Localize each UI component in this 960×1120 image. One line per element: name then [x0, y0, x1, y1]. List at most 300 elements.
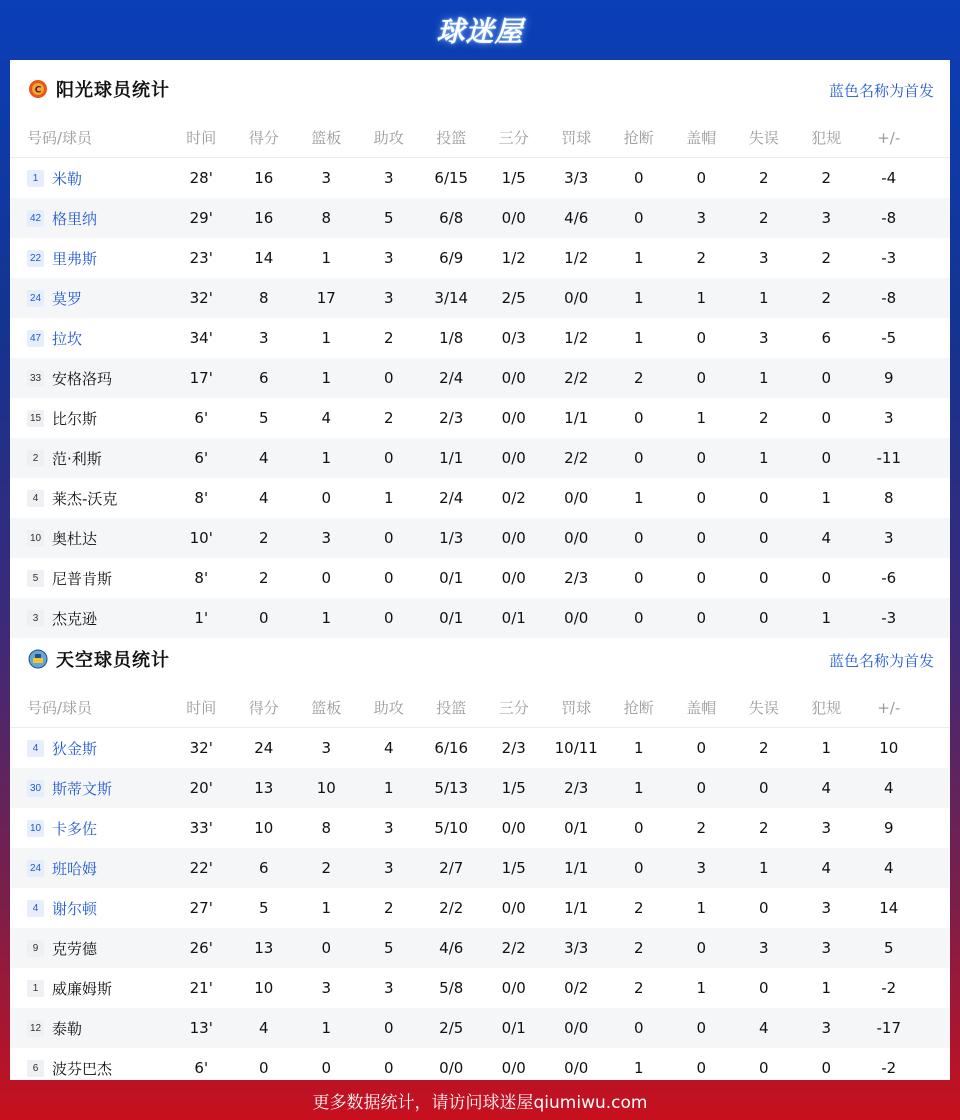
- stat-cell: 3: [383, 979, 394, 997]
- stat-cell: 2: [633, 899, 644, 917]
- stat-cell: 1: [821, 739, 832, 757]
- stat-cell: 27': [189, 899, 213, 917]
- sky-logo-icon: [28, 649, 48, 669]
- stat-cell: 0: [696, 169, 707, 187]
- stat-cell: 1/5: [501, 779, 526, 797]
- jersey-number: 4: [27, 740, 44, 757]
- stat-cell: 1: [821, 979, 832, 997]
- stat-cell: -6: [881, 569, 897, 587]
- column-header: 助攻: [373, 129, 404, 147]
- player-row[interactable]: [10, 398, 950, 438]
- player-name[interactable]: 里弗斯: [52, 249, 98, 268]
- stat-cell: 1: [383, 779, 394, 797]
- stat-cell: 3: [258, 329, 269, 347]
- player-cell: [10, 778, 170, 799]
- stat-cell: 0: [633, 859, 644, 877]
- player-row[interactable]: [10, 1008, 950, 1048]
- stat-cell: 3: [321, 169, 332, 187]
- stat-cell: 4: [883, 779, 894, 797]
- stat-cell: 0: [633, 529, 644, 547]
- stat-cell: 1: [758, 289, 769, 307]
- jersey-number: 24: [27, 860, 44, 877]
- stat-cell: 3: [821, 209, 832, 227]
- player-name[interactable]: 范·利斯: [52, 449, 102, 468]
- column-header: 盖帽: [686, 129, 717, 147]
- stat-cell: 0: [633, 409, 644, 427]
- stat-cell: 21': [189, 979, 213, 997]
- column-header-row: [10, 688, 950, 728]
- player-name[interactable]: 谢尔顿: [52, 899, 98, 918]
- stat-cell: 17: [316, 289, 336, 307]
- stat-cell: 1/1: [564, 859, 589, 877]
- stat-cell: 10: [879, 739, 899, 757]
- stat-cell: 0: [696, 609, 707, 627]
- player-name[interactable]: 安格洛玛: [52, 369, 113, 388]
- app-header: [0, 0, 960, 60]
- stat-cell: 0: [696, 369, 707, 387]
- stat-cell: 3: [883, 409, 894, 427]
- stat-cell: 8': [194, 569, 209, 587]
- stat-cell: 0/0: [564, 289, 589, 307]
- jersey-number: 4: [27, 900, 44, 917]
- stat-cell: 1: [321, 449, 332, 467]
- stat-cell: 0: [821, 1059, 832, 1077]
- player-row[interactable]: [10, 768, 950, 808]
- player-cell: [10, 528, 170, 549]
- stat-cell: 0: [758, 569, 769, 587]
- stat-cell: 8: [321, 819, 332, 837]
- stat-cell: 9: [883, 369, 894, 387]
- column-header: 罚球: [561, 129, 592, 147]
- section-header: [10, 60, 950, 118]
- player-row[interactable]: [10, 198, 950, 238]
- stat-cell: 0: [383, 529, 394, 547]
- stat-cell: 6': [194, 449, 209, 467]
- stat-cell: 3: [758, 249, 769, 267]
- stat-cell: 4: [821, 859, 832, 877]
- stat-cell: 1: [633, 739, 644, 757]
- player-cell: [10, 168, 170, 189]
- stat-cell: 1/5: [501, 169, 526, 187]
- stat-cell: 0/0: [564, 529, 589, 547]
- stat-cell: 0: [633, 569, 644, 587]
- stat-cell: 1: [633, 1059, 644, 1077]
- player-row[interactable]: [10, 278, 950, 318]
- stat-cell: 1/3: [439, 529, 464, 547]
- column-header: 失误: [748, 699, 779, 717]
- player-row[interactable]: [10, 518, 950, 558]
- stat-cell: 4: [821, 529, 832, 547]
- player-row[interactable]: [10, 358, 950, 398]
- stat-cell: 4: [383, 739, 394, 757]
- player-row[interactable]: [10, 888, 950, 928]
- jersey-number: 12: [27, 1020, 44, 1037]
- stat-cell: 3: [383, 819, 394, 837]
- stat-cell: 8: [321, 209, 332, 227]
- player-name[interactable]: 奥杜达: [52, 529, 98, 548]
- stat-cell: 16: [254, 209, 274, 227]
- column-header: 犯规: [811, 699, 842, 717]
- stat-cell: 2: [758, 169, 769, 187]
- stat-cell: 2: [758, 409, 769, 427]
- stat-cell: 1/2: [564, 329, 589, 347]
- stat-cell: 0/0: [501, 449, 526, 467]
- player-name[interactable]: 班哈姆: [52, 859, 98, 878]
- stat-cell: 5: [383, 939, 394, 957]
- stat-cell: 33': [189, 819, 213, 837]
- stat-cell: 0: [321, 569, 332, 587]
- jersey-number: 1: [27, 980, 44, 997]
- stat-cell: 1: [321, 1019, 332, 1037]
- stat-cell: 6/8: [439, 209, 464, 227]
- stat-cell: 1: [633, 779, 644, 797]
- stat-cell: 3: [758, 939, 769, 957]
- jersey-number: 33: [27, 370, 44, 387]
- stat-cell: 26': [189, 939, 213, 957]
- stat-cell: 3: [383, 169, 394, 187]
- starter-note: 蓝色名称为首发: [828, 82, 934, 100]
- stat-cell: 13': [189, 1019, 213, 1037]
- column-header: 篮板: [311, 699, 342, 717]
- player-cell: [10, 248, 170, 269]
- section-title: 天空球员统计: [56, 650, 170, 671]
- column-header: +/-: [877, 128, 901, 147]
- player-name[interactable]: 莫罗: [52, 289, 83, 308]
- stat-cell: 0: [633, 449, 644, 467]
- column-header: 犯规: [811, 129, 842, 147]
- stat-cell: 0: [633, 609, 644, 627]
- stat-cell: 5: [883, 939, 894, 957]
- stat-cell: 0: [633, 209, 644, 227]
- stat-cell: 2/3: [564, 779, 589, 797]
- player-row[interactable]: [10, 848, 950, 888]
- stat-cell: 0/0: [564, 489, 589, 507]
- stat-cell: 0/0: [564, 1019, 589, 1037]
- stat-cell: 2: [633, 939, 644, 957]
- stat-cell: -8: [881, 209, 897, 227]
- stat-cell: 1: [696, 289, 707, 307]
- stat-cell: 1: [821, 609, 832, 627]
- player-cell: [10, 408, 170, 429]
- column-header: 时间: [186, 699, 217, 717]
- section-title: 阳光球员统计: [56, 80, 170, 101]
- stat-cell: 2: [633, 369, 644, 387]
- stat-cell: 0: [821, 569, 832, 587]
- stat-cell: 3/14: [434, 289, 469, 307]
- player-cell: [10, 818, 170, 839]
- player-row[interactable]: [10, 238, 950, 278]
- stat-cell: 6: [821, 329, 832, 347]
- stat-cell: 2: [383, 329, 394, 347]
- stat-cell: 3: [821, 819, 832, 837]
- stat-cell: 0/0: [439, 1059, 464, 1077]
- column-header: 失误: [748, 129, 779, 147]
- stat-cell: 0/0: [501, 209, 526, 227]
- stat-cell: 1/2: [564, 249, 589, 267]
- stat-cell: 2/3: [564, 569, 589, 587]
- stat-cell: 6': [194, 1059, 209, 1077]
- stat-cell: 0: [383, 1059, 394, 1077]
- player-name[interactable]: 比尔斯: [52, 409, 98, 428]
- player-name[interactable]: 拉坎: [52, 329, 83, 348]
- jersey-number: 2: [27, 450, 44, 467]
- stat-cell: 0/0: [564, 609, 589, 627]
- stat-cell: 8: [883, 489, 894, 507]
- jersey-number: 6: [27, 1060, 44, 1077]
- stat-cell: 5: [258, 899, 269, 917]
- stat-cell: 0: [758, 489, 769, 507]
- stat-cell: 0: [383, 369, 394, 387]
- player-row[interactable]: [10, 318, 950, 358]
- column-header: 得分: [248, 129, 279, 147]
- player-name[interactable]: 狄金斯: [52, 739, 98, 758]
- player-name[interactable]: 斯蒂文斯: [52, 779, 113, 798]
- player-name[interactable]: 克劳德: [52, 939, 98, 958]
- stat-cell: 2/2: [501, 939, 526, 957]
- jersey-number: 15: [27, 410, 44, 427]
- column-header: 抢断: [623, 129, 654, 147]
- jersey-number: 24: [27, 290, 44, 307]
- stat-cell: -8: [881, 289, 897, 307]
- player-name[interactable]: 格里纳: [52, 209, 98, 228]
- stat-cell: 0: [696, 939, 707, 957]
- player-name[interactable]: 杰克逊: [52, 609, 98, 628]
- stat-cell: 2: [821, 249, 832, 267]
- player-cell: [10, 368, 170, 389]
- stat-cell: 17': [189, 369, 213, 387]
- stat-cell: 0: [696, 529, 707, 547]
- stat-cell: 0: [321, 939, 332, 957]
- stat-cell: 3: [821, 1019, 832, 1037]
- player-row[interactable]: [10, 158, 950, 198]
- stat-cell: 0: [258, 1059, 269, 1077]
- stat-cell: 2: [258, 569, 269, 587]
- stat-cell: 0/0: [564, 1059, 589, 1077]
- stat-cell: 1: [321, 249, 332, 267]
- column-header: 抢断: [623, 699, 654, 717]
- team-section-sky: [10, 630, 950, 1088]
- stat-cell: 10/11: [554, 739, 598, 757]
- stat-cell: 5/13: [434, 779, 469, 797]
- player-row[interactable]: [10, 558, 950, 598]
- stat-cell: -17: [876, 1019, 901, 1037]
- stat-cell: 2: [383, 409, 394, 427]
- stat-cell: 23': [189, 249, 213, 267]
- stat-cell: 6/16: [434, 739, 469, 757]
- stat-cell: 0/1: [439, 609, 464, 627]
- player-name[interactable]: 泰勒: [52, 1019, 83, 1038]
- stat-cell: 5/10: [434, 819, 469, 837]
- stat-cell: 2: [821, 289, 832, 307]
- column-header: 助攻: [373, 699, 404, 717]
- stat-cell: 0: [696, 329, 707, 347]
- svg-text:C: C: [34, 85, 42, 96]
- stat-cell: 3: [696, 209, 707, 227]
- stat-cell: 10: [254, 819, 274, 837]
- stat-cell: 32': [189, 289, 213, 307]
- stat-cell: 0: [321, 489, 332, 507]
- stat-cell: 32': [189, 739, 213, 757]
- stat-cell: 0: [758, 899, 769, 917]
- stat-cell: 0: [321, 1059, 332, 1077]
- column-header: 号码/球员: [27, 699, 93, 717]
- stat-cell: 2/4: [439, 369, 464, 387]
- column-header: 投篮: [436, 699, 467, 717]
- stat-cell: 0/0: [501, 979, 526, 997]
- stat-cell: 0: [696, 489, 707, 507]
- stat-cell: 1: [321, 369, 332, 387]
- column-header: 号码/球员: [27, 129, 93, 147]
- stat-cell: 3: [383, 249, 394, 267]
- stat-cell: 1: [821, 489, 832, 507]
- player-row[interactable]: [10, 728, 950, 768]
- jersey-number: 9: [27, 940, 44, 957]
- player-name[interactable]: 波芬巴杰: [52, 1059, 113, 1078]
- stat-cell: 14: [254, 249, 274, 267]
- stat-cell: 1: [696, 409, 707, 427]
- player-row[interactable]: [10, 478, 950, 518]
- stat-cell: 2/3: [439, 409, 464, 427]
- stat-cell: 0/1: [439, 569, 464, 587]
- jersey-number: 1: [27, 170, 44, 187]
- stat-cell: 3: [883, 529, 894, 547]
- player-cell: [10, 328, 170, 349]
- stat-cell: 2/2: [564, 369, 589, 387]
- stat-cell: 2: [696, 249, 707, 267]
- stat-cell: 8': [194, 489, 209, 507]
- stat-cell: 1: [633, 489, 644, 507]
- stat-cell: 1/8: [439, 329, 464, 347]
- sun-logo-icon: [28, 79, 48, 99]
- stat-cell: 1/5: [501, 859, 526, 877]
- stat-cell: 1: [633, 289, 644, 307]
- stat-cell: -2: [881, 1059, 897, 1077]
- player-cell: [10, 858, 170, 879]
- stat-cell: 4/6: [439, 939, 464, 957]
- player-name[interactable]: 卡多佐: [52, 819, 98, 838]
- jersey-number: 5: [27, 570, 44, 587]
- stat-cell: 8: [258, 289, 269, 307]
- stat-cell: 0: [696, 739, 707, 757]
- stat-cell: 1: [633, 329, 644, 347]
- stat-cell: 13: [254, 779, 274, 797]
- player-cell: [10, 738, 170, 759]
- stat-cell: -5: [881, 329, 897, 347]
- player-cell: [10, 488, 170, 509]
- stats-card: [10, 60, 950, 1080]
- column-header: 投篮: [436, 129, 467, 147]
- stat-cell: 6/9: [439, 249, 464, 267]
- stat-cell: 5: [258, 409, 269, 427]
- stat-cell: 0/0: [501, 569, 526, 587]
- stat-cell: 2: [758, 739, 769, 757]
- stat-cell: 28': [189, 169, 213, 187]
- brand-logo: 球迷屋: [436, 15, 524, 48]
- stat-cell: 4: [258, 489, 269, 507]
- stat-cell: 0/0: [501, 529, 526, 547]
- player-name[interactable]: 米勒: [52, 169, 83, 188]
- stat-cell: 2/2: [439, 899, 464, 917]
- stat-cell: 0: [696, 569, 707, 587]
- stat-cell: 9: [883, 819, 894, 837]
- stat-cell: 0: [758, 779, 769, 797]
- player-row[interactable]: [10, 808, 950, 848]
- player-row[interactable]: [10, 968, 950, 1008]
- stat-cell: 0: [821, 449, 832, 467]
- stat-cell: 6/15: [434, 169, 469, 187]
- stat-cell: 3: [696, 859, 707, 877]
- stat-cell: 1: [321, 329, 332, 347]
- starter-note: 蓝色名称为首发: [828, 652, 934, 670]
- stat-cell: 0: [633, 169, 644, 187]
- stat-cell: 3: [758, 329, 769, 347]
- stat-cell: 1: [321, 609, 332, 627]
- stat-cell: 3/3: [564, 169, 589, 187]
- stat-cell: 6': [194, 409, 209, 427]
- stat-cell: 0: [696, 779, 707, 797]
- stat-cell: 3: [321, 739, 332, 757]
- stat-cell: 0/0: [501, 819, 526, 837]
- stat-cell: 1: [758, 369, 769, 387]
- stat-cell: 0: [383, 609, 394, 627]
- section-header: [10, 630, 950, 688]
- stat-cell: 2/5: [501, 289, 526, 307]
- stat-cell: 1: [758, 449, 769, 467]
- stat-cell: 16: [254, 169, 274, 187]
- player-name[interactable]: 莱杰-沃克: [52, 489, 118, 508]
- stat-cell: 1/1: [439, 449, 464, 467]
- stat-cell: 20': [189, 779, 213, 797]
- stat-cell: 1: [758, 859, 769, 877]
- team-section-sun: [10, 60, 950, 638]
- player-cell: [10, 1018, 170, 1039]
- stat-cell: 24: [254, 739, 274, 757]
- stat-cell: 2: [758, 209, 769, 227]
- column-header: 篮板: [311, 129, 342, 147]
- stat-cell: 2: [321, 859, 332, 877]
- player-name[interactable]: 威廉姆斯: [52, 979, 113, 998]
- stat-cell: 0: [696, 1059, 707, 1077]
- footer-banner: 更多数据统计，请访问球迷屋qiumiwu.com: [312, 1092, 648, 1113]
- stat-cell: 0/1: [501, 609, 526, 627]
- stat-cell: -11: [876, 449, 901, 467]
- stat-cell: 2: [758, 819, 769, 837]
- stat-cell: 0: [633, 1019, 644, 1037]
- player-row[interactable]: [10, 438, 950, 478]
- stat-cell: -4: [881, 169, 897, 187]
- player-cell: [10, 978, 170, 999]
- stat-cell: 10: [254, 979, 274, 997]
- stat-cell: 4: [321, 409, 332, 427]
- column-header: 三分: [498, 129, 529, 147]
- stat-cell: 1/2: [501, 249, 526, 267]
- stat-cell: 3/3: [564, 939, 589, 957]
- stat-cell: 14: [879, 899, 899, 917]
- jersey-number: 3: [27, 610, 44, 627]
- stat-cell: 4: [258, 449, 269, 467]
- stat-cell: 6: [258, 369, 269, 387]
- stat-cell: 0: [258, 609, 269, 627]
- stat-cell: 22': [189, 859, 213, 877]
- player-cell: [10, 448, 170, 469]
- stat-cell: 29': [189, 209, 213, 227]
- stat-cell: 0/1: [501, 1019, 526, 1037]
- player-row[interactable]: [10, 928, 950, 968]
- stat-cell: 2/4: [439, 489, 464, 507]
- player-name[interactable]: 尼普肯斯: [52, 569, 113, 588]
- stat-cell: 2: [383, 899, 394, 917]
- stat-cell: 3: [821, 939, 832, 957]
